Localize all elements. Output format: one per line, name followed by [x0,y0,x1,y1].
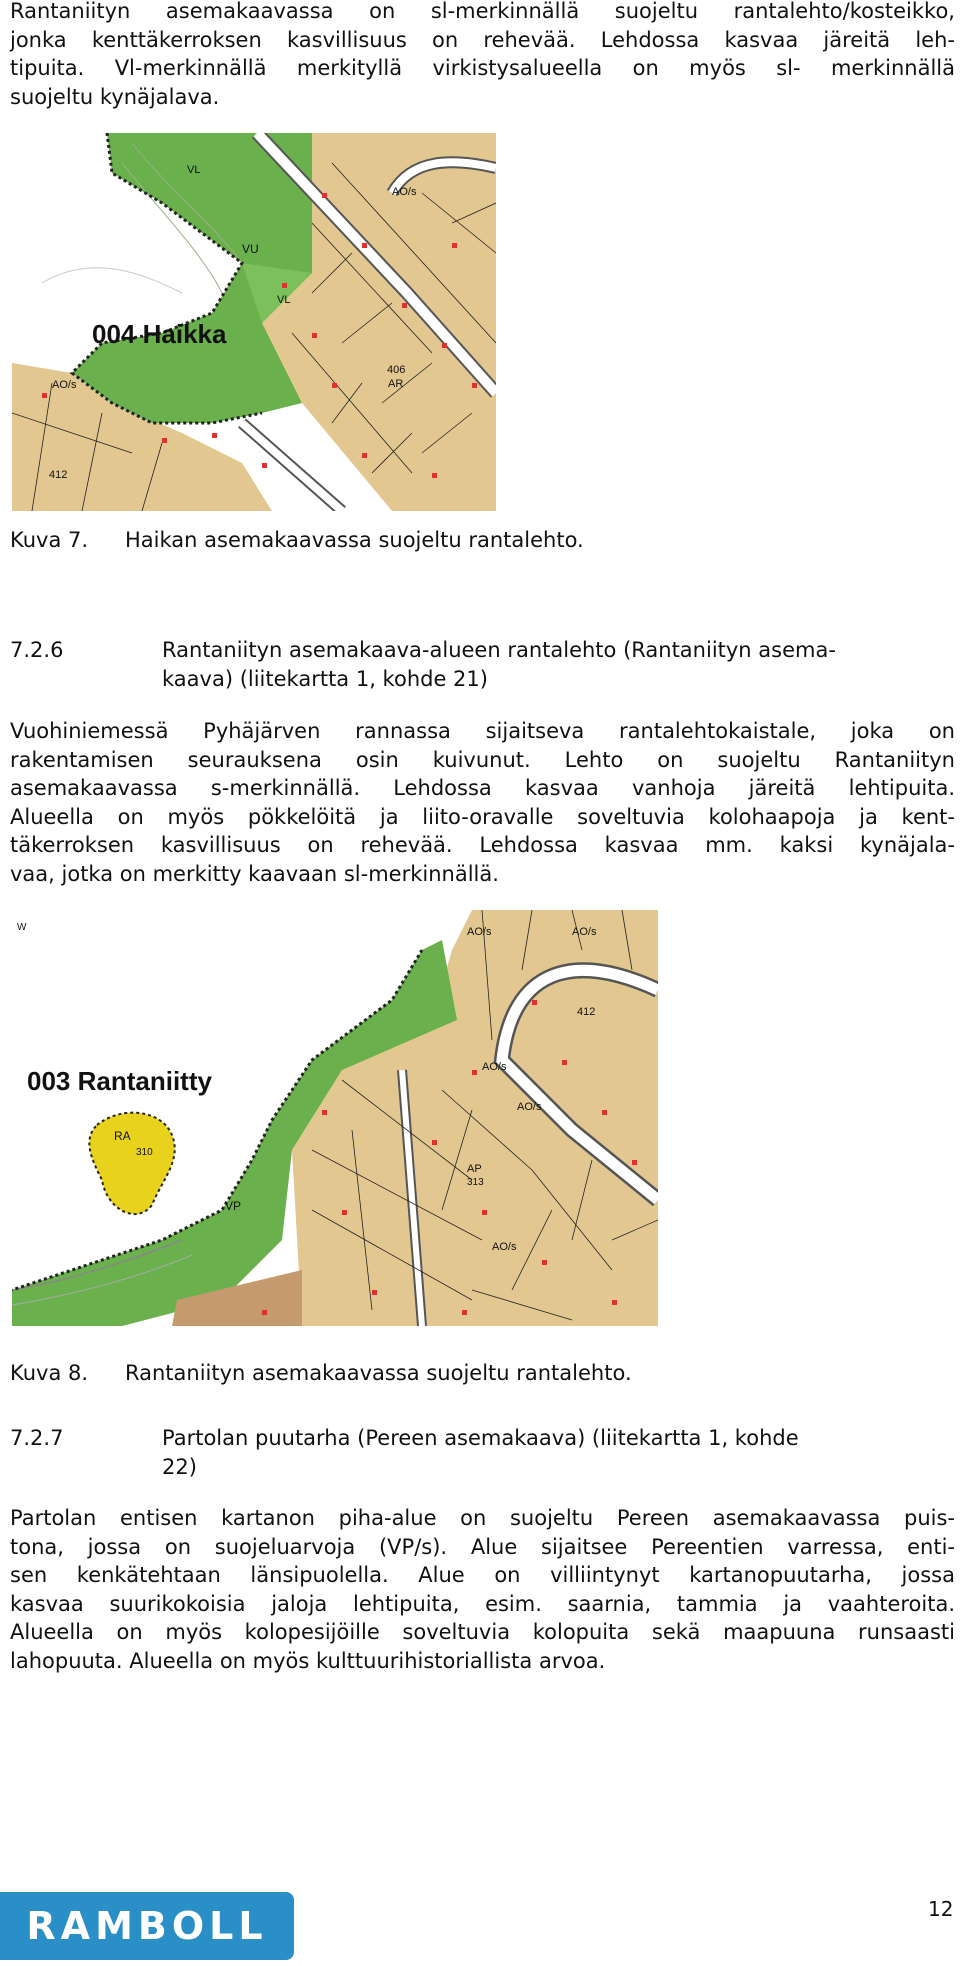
svg-text:AR: AR [388,378,404,390]
svg-text:VL: VL [187,164,201,176]
text-line: Partolan entisen kartanon piha-alue on suojeltu Pereen asemakaavassa puis- [10,1506,955,1530]
section-7-2-6-body [10,717,955,888]
ramboll-logo [0,1892,294,1960]
svg-text:W: W [17,922,27,933]
svg-text:AO/s: AO/s [482,1061,507,1073]
intro-paragraph [10,0,955,111]
svg-text:310: 310 [136,1147,153,1158]
text-line: tipuita. Vl-merkinnällä merkityllä virkistysalueella on myös sl- merkinnällä [10,56,955,80]
caption-number: Kuva 8. [10,1361,89,1385]
caption-text: Haikan asemakaavassa suojeltu rantalehto. [125,528,584,552]
text-line: kasvaa suurikokoisia jaloja lehtipuita, esim. saarnia, tammia ja vaahteroita. [10,1591,955,1616]
svg-text:RA: RA [114,1129,131,1143]
svg-text:313: 313 [467,1177,484,1188]
logo-text: RAMBOLL [26,1904,268,1948]
section-title-line: 22) [162,1455,197,1479]
text-line: jonka kenttäkerroksen kasvillisuus on rehevää. Lehdossa kasvaa järeitä leh- [10,27,955,52]
page-number: 12 [928,1897,954,1921]
section-title-line: Partolan puutarha (Pereen asemakaava) (liitekartta 1, kohde [162,1426,799,1450]
svg-text:VP: VP [225,1199,242,1213]
svg-text:406: 406 [387,364,406,376]
text-line: suojeltu kynäjalava. [10,84,220,109]
svg-text:AO/s: AO/s [467,926,492,938]
svg-text:AO/s: AO/s [572,926,597,938]
text-line: Vuohiniemessä Pyhäjärven rannassa sijaitseva rantalehtokaistale, joka on [10,719,955,743]
section-number: 7.2.7 [10,1426,64,1450]
text-line: asemakaavassa s-merkinnällä. Lehdossa kasvaa vanhoja järeitä lehtipuita. [10,776,955,800]
svg-text:412: 412 [49,469,68,481]
text-line: tona, jossa on suojeluarvoja (VP/s). Alue sijaitsee Pereentien varressa, enti- [10,1534,955,1559]
text-line: Rantaniityn asemakaavassa on sl-merkinnällä suojeltu rantalehto/kosteikko, [10,0,955,23]
text-line: Alueella on myös pökkelöitä ja liito-oravalle soveltuvia kolohaapoja ja kent- [10,804,955,829]
section-7-2-7-body [10,1504,955,1675]
svg-text:AO/s: AO/s [517,1101,542,1113]
svg-text:AO/s: AO/s [392,186,417,198]
text-line: vaa, jotka on merkitty kaavaan sl-merkinnällä. [10,861,499,886]
map-area-name: 004 Haikka [92,319,227,349]
section-title-line: kaava) (liitekartta 1, kohde 21) [162,667,488,691]
section-heading-7-2-7 [10,1424,955,1484]
text-line: täkerroksen kasvillisuus on rehevää. Lehdossa kasvaa mm. kaksi kynäjala- [10,833,955,857]
text-line: lahopuuta. Alueella on myös kulttuurihistoriallista arvoa. [10,1648,606,1673]
svg-text:AP: AP [467,1163,482,1175]
text-line: sen kenkätehtaan länsipuolella. Alue on villiintynyt kartanopuutarha, jossa [10,1563,955,1587]
text-line: rakentamisen seurauksena osin kuivunut. Lehto on suojeltu Rantaniityn [10,747,955,772]
svg-text:AO/s: AO/s [492,1241,517,1253]
figure-7-map [12,133,496,511]
svg-text:412: 412 [577,1006,596,1018]
text-line: Alueella on myös kolopesijöille soveltuvia kolopuita sekä maapuuna runsaasti [10,1620,955,1644]
svg-text:VL: VL [277,294,291,306]
section-heading-7-2-6 [10,636,955,696]
svg-text:AO/s: AO/s [52,379,77,391]
figure-8-caption [10,1359,632,1387]
section-title-line: Rantaniityn asemakaava-alueen rantalehto (Rantaniityn asema- [162,638,836,662]
figure-7-caption [10,526,584,554]
map-area-name: 003 Rantaniitty [27,1066,212,1096]
figure-8-map [12,910,658,1326]
svg-text:VU: VU [242,242,259,256]
section-number: 7.2.6 [10,638,64,662]
caption-number: Kuva 7. [10,528,89,552]
caption-text: Rantaniityn asemakaavassa suojeltu rantalehto. [125,1361,632,1385]
